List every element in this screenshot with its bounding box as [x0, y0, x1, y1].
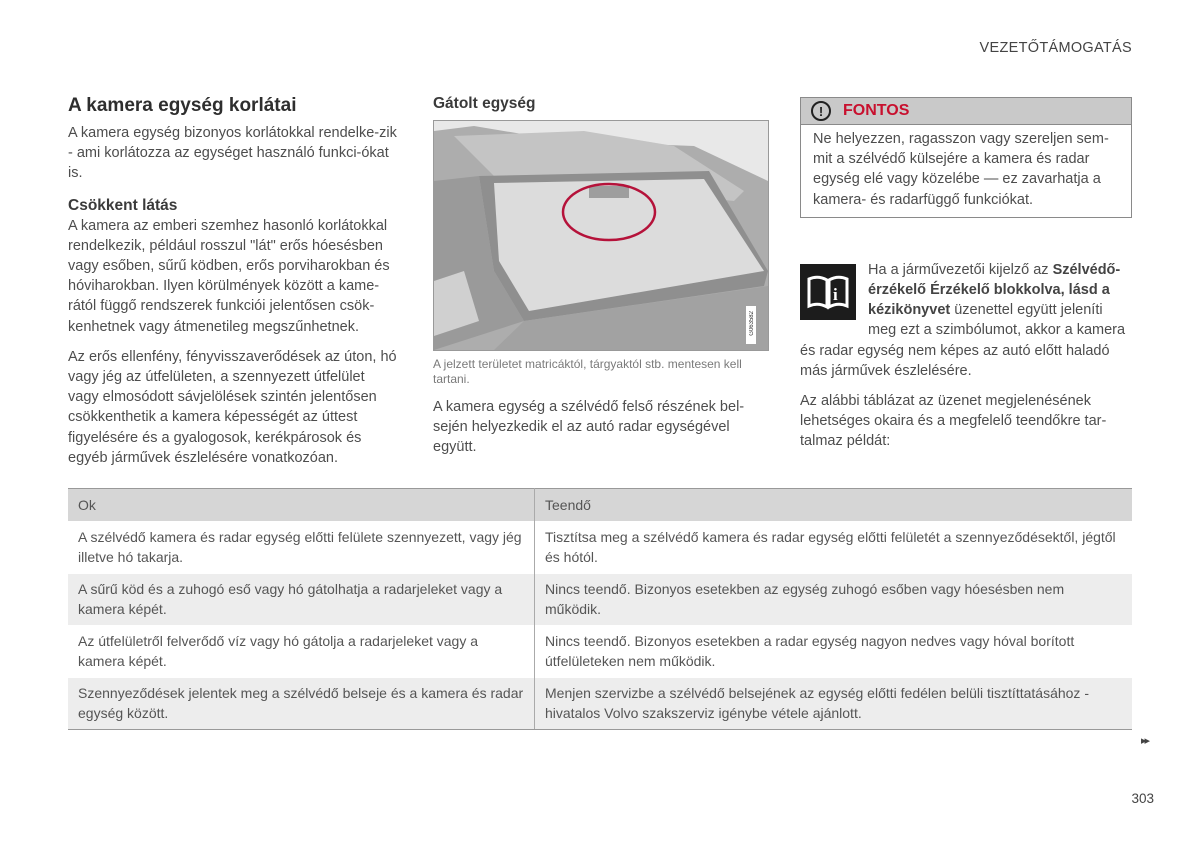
image-code: G063582	[749, 311, 755, 336]
svg-text:i: i	[833, 284, 838, 304]
important-notice	[800, 97, 1132, 218]
page-number: 303	[1131, 791, 1154, 806]
cause-cell: Szennyeződések jelentek meg a szélvédő belseje és a kamera és radar egység között.	[68, 678, 535, 730]
table-row	[68, 626, 1132, 678]
paragraph: Az alábbi táblázat az üzenet megjelenésének lehetséges okaira és a megfelelő teendőkre tar-talmaz példát:	[800, 393, 1107, 450]
continue-arrows-icon: ▸▸	[1140, 735, 1148, 747]
cause-action-table	[68, 488, 1132, 730]
paragraph: A kamera egység a szélvédő felső részének bel-sején helyezkedik el az autó radar egységével együtt.	[433, 399, 745, 456]
windshield-illustration	[433, 120, 769, 351]
action-cell: Tisztítsa meg a szélvédő kamera és radar egység előtti felületét a szennyeződésektől, jégtől és hótól.	[535, 522, 1133, 574]
manual-book-icon	[800, 264, 856, 320]
subsection-title: Gátolt egység	[433, 95, 536, 112]
notice-title: FONTOS	[843, 102, 910, 119]
car-windshield-image	[434, 121, 768, 350]
cause-cell: Az útfelületről felverődő víz vagy hó gátolja a radarjeleket vagy a kamera képét.	[68, 626, 535, 678]
cause-cell: A szélvédő kamera és radar egység előtti felülete szennyezett, vagy jég illetve hó takarja.	[68, 522, 535, 574]
table-row	[68, 574, 1132, 626]
column-obstructed-unit	[433, 95, 768, 458]
cause-cell: A sűrű köd és a zuhogó eső vagy hó gátolhatja a radarjeleket vagy a kamera képét.	[68, 574, 535, 626]
column-header-action: Teendő	[535, 489, 1133, 522]
section-title: A kamera egység korlátai	[68, 95, 297, 116]
notice-header	[801, 98, 1131, 125]
exclamation-circle-icon: !	[811, 101, 831, 121]
table-row	[68, 678, 1132, 730]
paragraph: Az erős ellenfény, fényvisszaverődések az úton, hó vagy jég az útfelületen, a szennyezett útfelület vagy elmosódott sávjelölések szintén jelentősen csökkenthetik a kamera képességét az úttest figyelésére és a gyalogosok, kerékpárosok és egyéb járművek észlelésére vonatkozóan.	[68, 348, 397, 466]
subsection-title: Csökkent látás	[68, 196, 178, 214]
symbol-paragraph	[800, 260, 1132, 381]
message-text: Szélvédő-érzékelő Érzékelő blokkolva, lásd a kézikönyvet	[868, 261, 1121, 319]
text: Ha a járművezetői kijelző az	[868, 261, 1053, 278]
text: üzenettel együtt jeleníti meg ezt a szimbólumot, akkor a kamera és radar egység nem képes az autó előtt haladó más járművek észlelésére.	[800, 302, 1126, 379]
table-row	[68, 522, 1132, 574]
image-caption: A jelzett területet matricáktól, tárgyaktól stb. mentesen kell tartani.	[433, 357, 742, 386]
section-header: VEZETŐTÁMOGATÁS	[979, 40, 1132, 56]
action-cell: Menjen szervizbe a szélvédő belsejének az egység előtti fedélen belüli tisztíttatásához - hivatalos Volvo szakszerviz igénybe vétele ajánlott.	[535, 678, 1133, 730]
action-cell: Nincs teendő. Bizonyos esetekben a radar egység nagyon nedves vagy hóval borított útfelületeken nem működik.	[535, 626, 1133, 678]
column-camera-limitations	[68, 95, 398, 468]
paragraph: A kamera az emberi szemhez hasonló korlátokkal rendelkezik, például rosszul "lát" erős hóesésben vagy esőben, sűrű ködben, erős porviharokban és hóviharokban. Ilyen körülmények között a kame-rától függő rendszerek funkciói jelentősen csök-kenhetnek vagy átmenetileg megszűnhetnek.	[68, 217, 390, 335]
intro-paragraph: A kamera egység bizonyos korlátokkal rendelke-zik - ami korlátozza az egységet használó funkci-ókat is.	[68, 125, 397, 182]
column-notices	[800, 97, 1132, 452]
notice-text: Ne helyezzen, ragasszon vagy szereljen sem-mit a szélvédő külsejére a kamera és radar egység elé vagy közelébe — ez zavarhatja a kamera- és radarfüggő funkciókat.	[813, 131, 1109, 208]
column-header-cause: Ok	[68, 489, 535, 522]
action-cell: Nincs teendő. Bizonyos esetekben az egység zuhogó esőben vagy hóesésben nem működik.	[535, 574, 1133, 626]
